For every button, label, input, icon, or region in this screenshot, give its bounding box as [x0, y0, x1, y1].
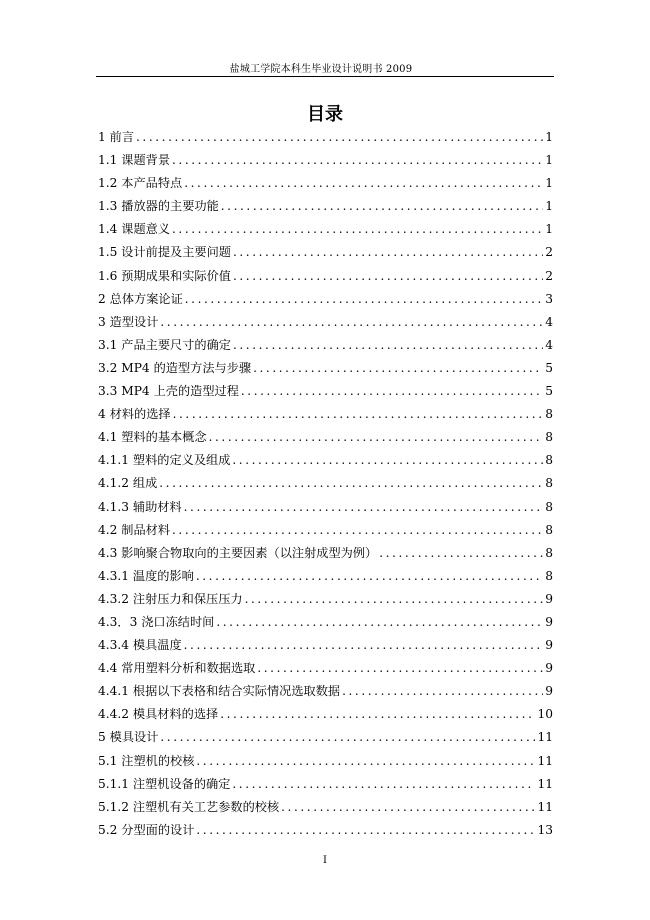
dot-leader	[233, 265, 543, 288]
dot-leader	[196, 750, 535, 773]
toc-entry-page: 8	[545, 430, 553, 445]
toc-entry-label: 4.3．3 浇口冻结时间	[98, 614, 215, 629]
toc-entry-page: 5	[545, 384, 553, 399]
dot-leader	[136, 126, 543, 149]
toc-entry[interactable]	[98, 172, 553, 195]
toc-entry-page: 4	[545, 314, 553, 329]
toc-entry-label: 4 材料的选择	[98, 407, 171, 422]
toc-entry-page: 13	[537, 822, 553, 837]
toc-entry[interactable]	[98, 472, 553, 495]
toc-entry-label: 1.1 课题背景	[98, 153, 171, 168]
toc-entry[interactable]	[98, 796, 553, 819]
toc-entry-page: 9	[545, 614, 553, 629]
toc-entry-label: 5.1.1 注塑机设备的确定	[98, 776, 231, 791]
toc-entry[interactable]	[98, 357, 553, 380]
dot-leader	[232, 773, 535, 796]
toc-entry-page: 10	[537, 707, 553, 722]
toc-entry-page: 5	[545, 360, 553, 375]
toc-entry[interactable]	[98, 426, 553, 449]
toc-entry-label: 3.1 产品主要尺寸的确定	[98, 337, 231, 352]
toc-entry-page: 1	[545, 176, 553, 191]
toc-entry[interactable]	[98, 773, 553, 796]
dot-leader	[241, 380, 543, 403]
toc-entry-label: 5.1.2 注塑机有关工艺参数的校核	[98, 799, 280, 814]
toc-entry-page: 8	[545, 453, 553, 468]
toc-entry[interactable]	[98, 288, 553, 311]
toc-entry-label: 3.2 MP4 的造型方法与步骤	[98, 360, 252, 375]
toc-entry-label: 4.1.2 组成	[98, 476, 158, 491]
toc-entry-label: 5.2 分型面的设计	[98, 822, 195, 837]
dot-leader	[245, 588, 544, 611]
toc-entry[interactable]	[98, 403, 553, 426]
toc-entry-label: 3.3 MP4 上壳的造型过程	[98, 384, 239, 399]
toc-entry-page: 2	[545, 268, 553, 283]
toc-entry[interactable]	[98, 241, 553, 264]
dot-leader	[172, 218, 543, 241]
toc-entry-page: 8	[545, 476, 553, 491]
toc-entry-page: 2	[545, 245, 553, 260]
toc-entry[interactable]	[98, 726, 553, 749]
toc-entry-page: 11	[537, 730, 553, 745]
toc-entry-page: 11	[537, 753, 553, 768]
toc-entry-page: 1	[545, 130, 553, 144]
toc-entry-label: 1.2 本产品特点	[98, 176, 183, 191]
toc-entry-label: 4.3.1 温度的影响	[98, 568, 194, 583]
toc-entry-label: 3 造型设计	[98, 314, 159, 329]
toc-entry-label: 4.1 塑料的基本概念	[98, 430, 207, 445]
dot-leader	[160, 311, 543, 334]
toc-entry-label: 1 前言	[98, 130, 135, 144]
dot-leader	[184, 172, 543, 195]
toc-entry-label: 4.3 影响聚合物取向的主要因素（以注射成型为例）	[98, 545, 378, 560]
header-divider	[96, 76, 554, 77]
toc-entry[interactable]	[98, 657, 553, 680]
dot-leader	[196, 565, 543, 588]
dot-leader	[233, 334, 543, 357]
dot-leader	[253, 357, 543, 380]
dot-leader	[196, 819, 535, 842]
toc-entry-page: 8	[545, 499, 553, 514]
dot-leader	[159, 472, 543, 495]
dot-leader	[172, 149, 543, 172]
toc-entry[interactable]	[98, 611, 553, 634]
toc-entry-label: 1.3 播放器的主要功能	[98, 199, 219, 214]
dot-leader	[379, 542, 543, 565]
toc-entry-page: 9	[545, 638, 553, 653]
toc-entry[interactable]	[98, 218, 553, 241]
toc-title: 目录	[307, 104, 343, 125]
toc-entry[interactable]	[98, 680, 553, 703]
dot-leader	[185, 288, 543, 311]
dot-leader	[209, 426, 544, 449]
dot-leader	[342, 680, 543, 703]
toc-entry[interactable]	[98, 565, 553, 588]
toc-entry[interactable]	[98, 519, 553, 542]
toc-entry-label: 4.3.4 模具温度	[98, 638, 182, 653]
toc-entry-page: 1	[545, 199, 553, 214]
toc-entry-label: 1.6 预期成果和实际价值	[98, 268, 231, 283]
dot-leader	[220, 703, 535, 726]
running-header: 盐城工学院本科生毕业设计说明书 2009	[229, 64, 413, 75]
toc-entry-label: 4.1.3 辅助材料	[98, 499, 182, 514]
dot-leader	[257, 657, 543, 680]
toc-entry-page: 1	[545, 153, 553, 168]
toc-entry-label: 2 总体方案论证	[98, 291, 183, 306]
toc-entry[interactable]	[98, 265, 553, 288]
toc-entry[interactable]	[98, 380, 553, 403]
toc-entry-page: 11	[537, 776, 553, 791]
dot-leader	[184, 634, 544, 657]
dot-leader	[173, 403, 544, 426]
toc-entry[interactable]	[98, 195, 553, 218]
toc-entry-page: 1	[545, 222, 553, 237]
dot-leader	[221, 195, 543, 218]
toc-entry-page: 9	[545, 684, 553, 699]
toc-entry[interactable]	[98, 449, 553, 472]
toc-entry[interactable]	[98, 149, 553, 172]
toc-entry-label: 1.5 设计前提及主要问题	[98, 245, 231, 260]
toc-entry-page: 8	[545, 407, 553, 422]
toc-entry[interactable]	[98, 703, 553, 726]
toc-entry-label: 4.1.1 塑料的定义及组成	[98, 453, 231, 468]
toc-entry-label: 5.1 注塑机的校核	[98, 753, 195, 768]
toc-entry-page: 11	[537, 799, 553, 814]
toc-entry[interactable]	[98, 750, 553, 773]
toc-entry-label: 5 模具设计	[98, 730, 159, 745]
toc-entry[interactable]	[98, 542, 553, 565]
toc-entry-page: 8	[545, 545, 553, 560]
toc-entry-page: 4	[545, 337, 553, 352]
toc-entry[interactable]	[98, 588, 553, 611]
toc-entry-label: 4.4 常用塑料分析和数据选取	[98, 661, 256, 676]
toc-entry-label: 4.4.1 根据以下表格和结合实际情况选取数据	[98, 684, 341, 699]
toc-entry[interactable]	[98, 334, 553, 357]
dot-leader	[232, 449, 543, 472]
toc-entry[interactable]	[98, 496, 553, 519]
toc-entry[interactable]	[98, 311, 553, 334]
table-of-contents	[98, 126, 553, 842]
toc-entry-label: 1.4 课题意义	[98, 222, 171, 237]
toc-entry-page: 3	[545, 291, 553, 306]
toc-entry-page: 8	[545, 568, 553, 583]
dot-leader	[160, 726, 535, 749]
dot-leader	[281, 796, 535, 819]
toc-entry[interactable]	[98, 819, 553, 842]
toc-entry[interactable]	[98, 126, 553, 149]
toc-entry-label: 4.2 制品材料	[98, 522, 171, 537]
toc-entry-page: 9	[545, 661, 553, 676]
toc-entry-page: 8	[545, 522, 553, 537]
toc-entry-label: 4.3.2 注射压力和保压压力	[98, 591, 243, 606]
toc-entry-page: 9	[545, 591, 553, 606]
dot-leader	[216, 611, 543, 634]
dot-leader	[172, 519, 543, 542]
page-number: I	[323, 855, 327, 866]
dot-leader	[184, 496, 544, 519]
toc-entry-label: 4.4.2 模具材料的选择	[98, 707, 219, 722]
toc-entry[interactable]	[98, 634, 553, 657]
dot-leader	[233, 241, 543, 264]
